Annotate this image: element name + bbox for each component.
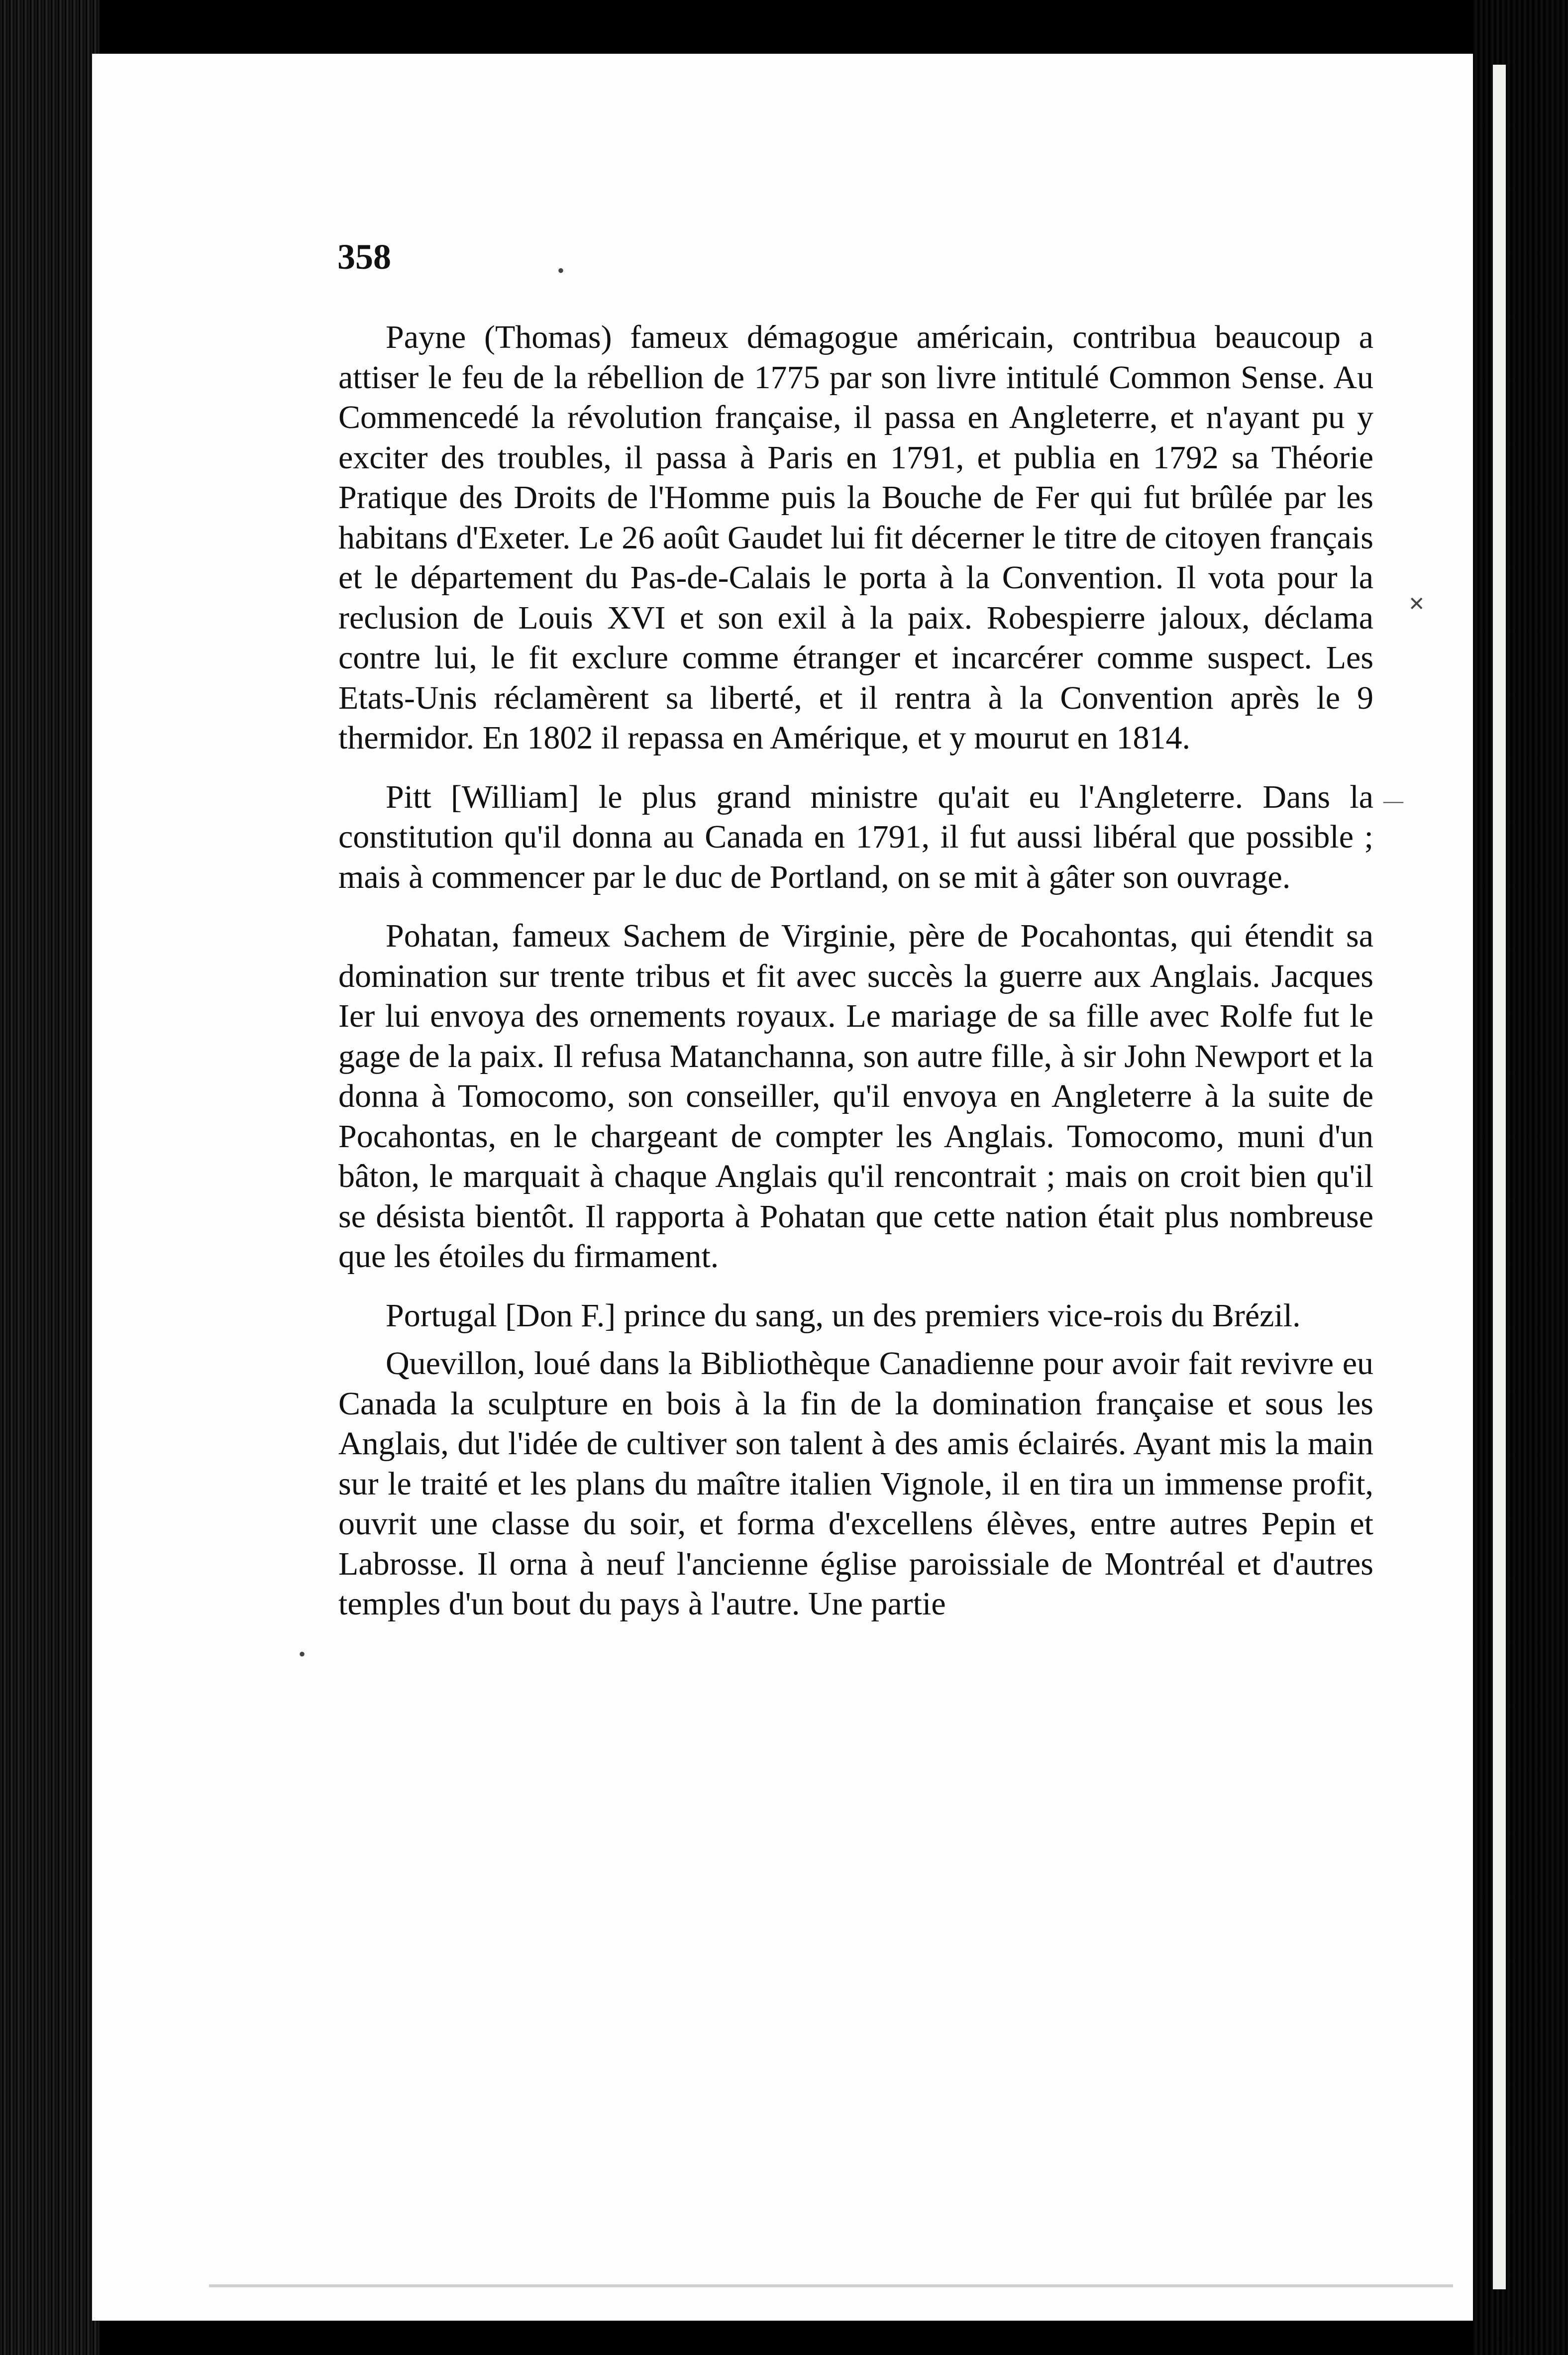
scan-bottom-shadow bbox=[209, 2284, 1453, 2287]
page-body bbox=[338, 318, 1373, 1624]
scan-right-edge bbox=[1473, 0, 1568, 2355]
scan-speck: • bbox=[557, 259, 565, 282]
page-number: 358 bbox=[337, 237, 391, 277]
entry-paragraph-quevillon: Quevillon, loué dans la Bibliothèque Canadienne pour avoir fait revivre eu Canada la sculpture en bois à la fin de la domination française et sous les Anglais, dut l'idée de cultiver son talent à des amis éclairés. Ayant mis la main sur le traité et les plans du maître italien Vignole, il en tira un immense profit, ouvrit une classe du soir, et forma d'excellens élèves, entre autres Pepin et Labrosse. Il orna à neuf l'ancienne église paroissiale de Montréal et d'autres temples d'un bout du pays à l'autre. Une partie bbox=[338, 1345, 1373, 1622]
scan-speck: ✕ bbox=[1408, 593, 1425, 615]
page-gutter bbox=[1493, 65, 1506, 2289]
entry-paragraph-pitt: Pitt [William] le plus grand ministre qu'ait eu l'Angleterre. Dans la constitution qu'il donna au Canada en 1791, il fut aussi libéral que possible ; mais à commencer par le duc de Portland, on se mit à gâter son ouvrage. bbox=[338, 778, 1373, 895]
entry-paragraph-pohatan: Pohatan, fameux Sachem de Virginie, père de Pocahontas, qui étendit sa domination sur trente tribus et fit avec succès la guerre aux Anglais. Jacques Ier lui envoya des ornements royaux. Le mariage de sa fille avec Rolfe fut le gage de la paix. Il refusa Matanchanna, son autre fille, à sir John Newport et la donna à Tomocomo, son conseiller, qu'il envoya en Angleterre à la suite de Pocahontas, en le chargeant de compter les Anglais. Tomocomo, muni d'un bâton, le marquait à chaque Anglais qu'il rencontrait ; mais on croit bien qu'il se désista bientôt. Il rapporta à Pohatan que cette nation était plus nombreuse que les étoiles du firmament. bbox=[338, 918, 1373, 1275]
scan-left-edge bbox=[0, 0, 100, 2355]
scan-speck: • bbox=[299, 1643, 306, 1665]
entry-paragraph-portugal: Portugal [Don F.] prince du sang, un des premiers vice-rois du Brézil. bbox=[386, 1297, 1301, 1334]
scan-speck: — bbox=[1383, 789, 1403, 812]
entry-paragraph-payne: Payne (Thomas) fameux démagogue américain, contribua beaucoup a attiser le feu de la rébellion de 1775 par son livre intitulé Common Sense. Au Commencedé la révolution française, il passa en Angleterre, et n'ayant pu y exciter des troubles, il passa à Paris en 1791, et publia en 1792 sa Théorie Pratique des Droits de l'Homme puis la Bouche de Fer qui fut brûlée par les habitans d'Exeter. Le 26 août Gaudet lui fit décerner le titre de citoyen français et le département du Pas-de-Calais le porta à la Convention. Il vota pour la reclusion de Louis XVI et son exil à la paix. Robespierre jaloux, déclama contre lui, le fit exclure comme étranger et incarcérer comme suspect. Les Etats-Unis réclamèrent sa liberté, et il rentra à la Convention après le 9 thermidor. En 1802 il repassa en Amérique, et y mourut en 1814. bbox=[338, 319, 1373, 756]
